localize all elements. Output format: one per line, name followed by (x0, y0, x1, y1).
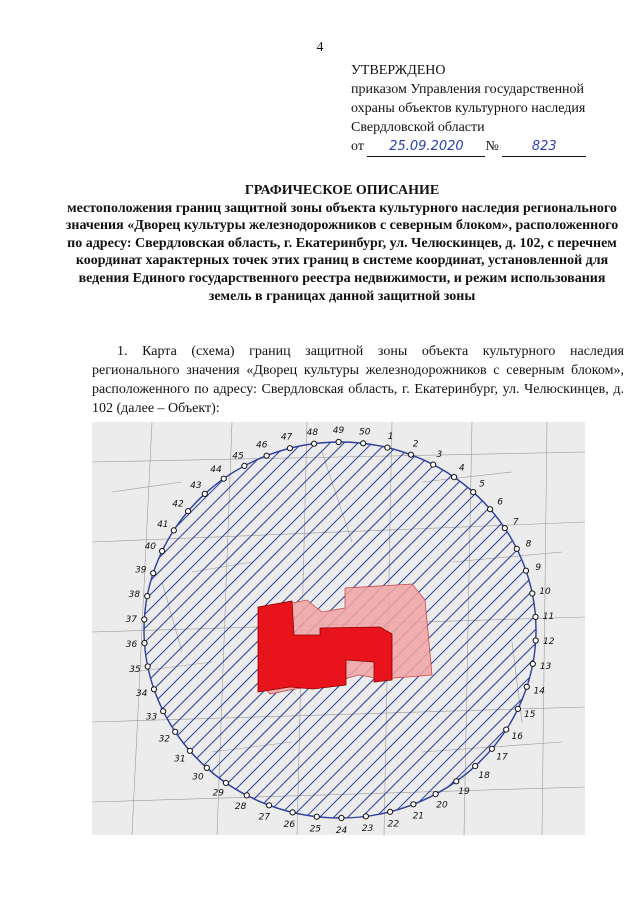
boundary-point-label: 21 (412, 811, 425, 822)
boundary-point (187, 748, 192, 753)
boundary-point-label: 47 (280, 432, 293, 443)
paragraph-1: 1. Карта (схема) границ защитной зоны объекта культурного наследия регионального значения «Дворец культуры железнодорожников с северным блоком», расположенного по адресу: Свердловская область, г. Екатеринбург, ул. Челюскинцев, д. 102 (далее – Объект): (92, 344, 624, 416)
boundary-point-label: 31 (174, 754, 186, 765)
boundary-point-label: 43 (190, 481, 202, 492)
boundary-point-label: 37 (125, 614, 138, 625)
boundary-point (431, 462, 436, 467)
boundary-point-label: 29 (212, 788, 225, 799)
boundary-point (515, 706, 520, 711)
boundary-point-label: 20 (436, 800, 448, 811)
boundary-point-label: 25 (309, 824, 322, 835)
boundary-point (267, 803, 272, 808)
boundary-point (287, 446, 292, 451)
boundary-point (242, 463, 247, 468)
boundary-point-label: 50 (358, 427, 371, 438)
boundary-point (142, 617, 147, 622)
boundary-point-label: 28 (234, 801, 247, 812)
boundary-point-label: 27 (258, 812, 271, 823)
boundary-point (504, 727, 509, 732)
boundary-point (221, 476, 226, 481)
number-label: № (485, 139, 499, 154)
boundary-point-label: 38 (128, 589, 141, 600)
boundary-point (171, 528, 176, 533)
boundary-point-label: 46 (255, 440, 268, 451)
boundary-point (530, 661, 535, 666)
boundary-point (314, 814, 319, 819)
boundary-point (223, 780, 228, 785)
boundary-point (145, 594, 150, 599)
boundary-point (339, 815, 344, 820)
approval-number: 823 (531, 139, 557, 154)
boundary-point (533, 614, 538, 619)
document-subtitle: местоположения границ защитной зоны объекта культурного наследия регионального значения «Дворец культуры железнодорожников с северным блоком», расположенного по адресу: Свердловская область, г. Екатеринбург, ул. Челюскинцев, д. 102, с перечнем координат характерных точек этих границ в системе координат, установленной для ведения Единого государственного реестра недвижимости, и режим использования земель в границах данной защитной зоны (65, 200, 619, 304)
boundary-point-label: 2 (412, 439, 419, 450)
boundary-point-label: 33 (145, 712, 158, 723)
boundary-point (142, 641, 147, 646)
boundary-point (151, 571, 156, 576)
boundary-point-label: 10 (539, 587, 551, 598)
boundary-point-label: 18 (478, 770, 490, 781)
approval-heading: УТВЕРЖДЕНО (351, 63, 446, 78)
boundary-point (488, 507, 493, 512)
boundary-point-label: 5 (479, 479, 485, 490)
zone-map-svg (92, 422, 585, 835)
document-title: ГРАФИЧЕСКОЕ ОПИСАНИЕ (244, 183, 440, 198)
boundary-point (363, 814, 368, 819)
boundary-point-label: 8 (525, 539, 532, 550)
boundary-point-label: 6 (497, 497, 503, 508)
boundary-point-label: 44 (210, 465, 222, 475)
boundary-point (433, 792, 438, 797)
approval-line: Свердловской области (351, 120, 485, 135)
boundary-point (244, 793, 249, 798)
boundary-point-label: 19 (458, 787, 470, 797)
boundary-point (530, 591, 535, 596)
boundary-point (523, 568, 528, 573)
boundary-point-label: 36 (125, 640, 138, 650)
page-number: 4 (316, 40, 324, 55)
boundary-point-label: 26 (283, 820, 296, 831)
approval-line: приказом Управления государственной (351, 82, 585, 97)
approval-line: охраны объектов культурного наследия (351, 101, 586, 116)
boundary-point-label: 3 (436, 450, 443, 461)
boundary-point (361, 441, 366, 446)
boundary-point (514, 546, 519, 551)
boundary-point (533, 638, 538, 643)
boundary-point (264, 453, 269, 458)
approval-block (351, 61, 636, 157)
boundary-point (290, 810, 295, 815)
boundary-point-label: 13 (539, 662, 552, 673)
boundary-point-label: 32 (158, 734, 171, 745)
date-field (367, 137, 485, 157)
boundary-point (336, 439, 341, 444)
boundary-point (454, 779, 459, 784)
boundary-point (502, 526, 507, 531)
boundary-point (204, 765, 209, 770)
boundary-point (312, 441, 317, 446)
boundary-point-label: 24 (335, 826, 348, 835)
document-title-block (60, 182, 624, 305)
boundary-point-label: 23 (361, 824, 374, 835)
boundary-point-label: 1 (387, 431, 394, 442)
boundary-point-label: 40 (144, 542, 157, 553)
boundary-point-label: 48 (306, 427, 319, 438)
boundary-point-label: 49 (332, 426, 345, 436)
zone-map (92, 422, 585, 835)
boundary-point (173, 729, 178, 734)
boundary-point (411, 802, 416, 807)
boundary-point (202, 491, 207, 496)
from-label: от (351, 139, 364, 154)
boundary-point-label: 9 (535, 562, 542, 573)
boundary-point-label: 45 (232, 451, 244, 462)
approval-date: 25.09.2020 (389, 139, 464, 154)
boundary-point-label: 16 (511, 732, 523, 742)
boundary-point-label: 11 (542, 612, 555, 622)
boundary-point (408, 452, 413, 457)
boundary-point-label: 15 (523, 709, 536, 720)
boundary-point-label: 22 (387, 819, 400, 830)
boundary-point (186, 509, 191, 514)
boundary-point (489, 746, 494, 751)
boundary-point (385, 445, 390, 450)
boundary-point-label: 17 (496, 752, 508, 763)
boundary-point-label: 39 (135, 565, 147, 576)
boundary-point-label: 34 (135, 689, 148, 700)
boundary-point (473, 764, 478, 769)
number-field (502, 137, 586, 157)
boundary-point-label: 14 (533, 686, 545, 697)
boundary-point (452, 475, 457, 480)
boundary-point-label: 42 (172, 499, 184, 510)
boundary-point-label: 35 (129, 664, 141, 675)
boundary-point (160, 549, 165, 554)
boundary-point (524, 684, 529, 689)
boundary-point-label: 7 (512, 517, 519, 528)
boundary-point (471, 490, 476, 495)
approval-date-line (351, 137, 636, 157)
boundary-point-label: 41 (157, 520, 169, 530)
boundary-point (145, 664, 150, 669)
boundary-point-label: 30 (192, 772, 204, 783)
boundary-point (151, 687, 156, 692)
boundary-point-label: 12 (542, 637, 555, 648)
boundary-point (388, 809, 393, 814)
boundary-point (161, 709, 166, 714)
boundary-point-label: 4 (458, 463, 465, 474)
